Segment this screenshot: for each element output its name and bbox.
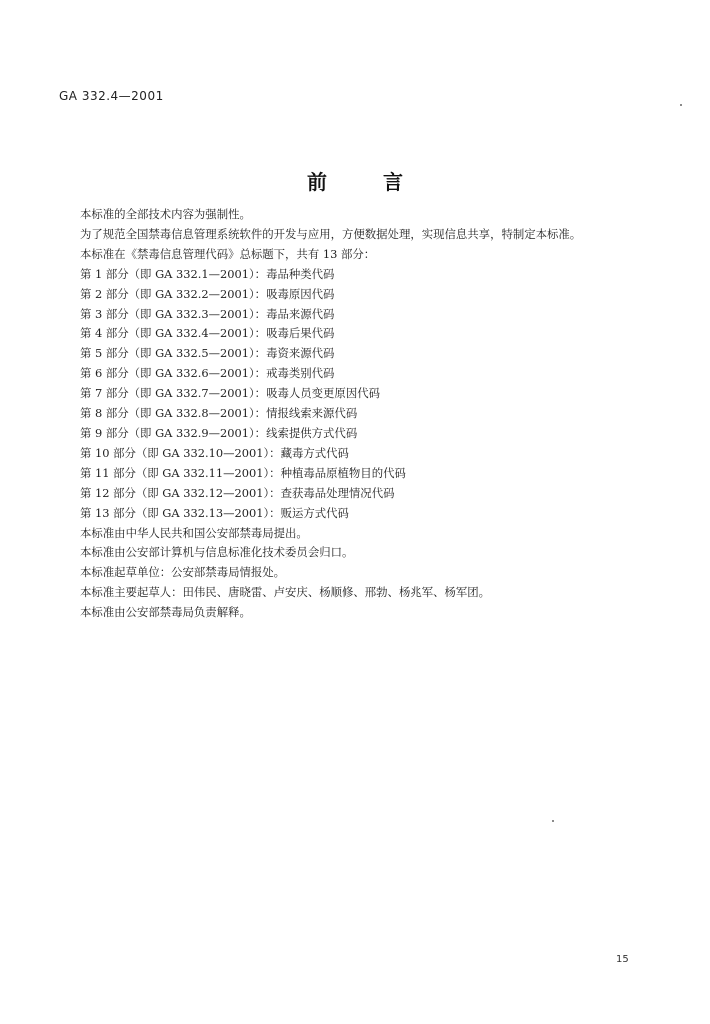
scan-speck	[680, 104, 682, 106]
paragraph-parts-intro: 本标准在《禁毒信息管理代码》总标题下，共有 13 部分：	[80, 246, 376, 261]
paragraph-administrator: 本标准由公安部计算机与信息标准化技术委员会归口。	[80, 545, 354, 560]
paragraph-drafters: 本标准主要起草人：田伟民、唐晓雷、卢安庆、杨顺修、邢勃、杨兆军、杨军团。	[80, 585, 491, 600]
title-char-2: 言	[383, 170, 403, 194]
paragraph-purpose: 为了规范全国禁毒信息管理系统软件的开发与应用，方便数据处理，实现信息共享，特制定本标准。	[80, 226, 582, 241]
part-list-item: 第 10 部分（即 GA 332.10—2001）：藏毒方式代码	[80, 445, 349, 460]
part-list-item: 第 11 部分（即 GA 332.11—2001）：种植毒品原植物目的代码	[80, 465, 406, 480]
part-list-item: 第 8 部分（即 GA 332.8—2001）：情报线索来源代码	[80, 406, 358, 421]
page-title	[0, 166, 710, 195]
paragraph-interpretation: 本标准由公安部禁毒局负责解释。	[80, 605, 251, 620]
standard-code-header: GA 332.4—2001	[59, 89, 164, 103]
page-number: 15	[616, 954, 629, 965]
part-list-item: 第 4 部分（即 GA 332.4—2001）：吸毒后果代码	[80, 326, 335, 341]
foreword-body	[80, 205, 670, 623]
part-list-item: 第 7 部分（即 GA 332.7—2001）：吸毒人员变更原因代码	[80, 386, 380, 401]
part-list-item: 第 13 部分（即 GA 332.13—2001）：贩运方式代码	[80, 505, 349, 520]
part-list-item: 第 3 部分（即 GA 332.3—2001）：毒品来源代码	[80, 306, 335, 321]
part-list-item: 第 5 部分（即 GA 332.5—2001）：毒资来源代码	[80, 346, 335, 361]
part-list-item: 第 1 部分（即 GA 332.1—2001）：毒品种类代码	[80, 266, 335, 281]
part-list-item: 第 2 部分（即 GA 332.2—2001）：吸毒原因代码	[80, 286, 335, 301]
paragraph-proposer: 本标准由中华人民共和国公安部禁毒局提出。	[80, 525, 308, 540]
part-list-item: 第 12 部分（即 GA 332.12—2001）：查获毒品处理情况代码	[80, 485, 395, 500]
paragraph-drafting-unit: 本标准起草单位：公安部禁毒局情报处。	[80, 565, 286, 580]
paragraph-mandatory: 本标准的全部技术内容为强制性。	[80, 207, 251, 221]
part-list-item: 第 9 部分（即 GA 332.9—2001）：线索提供方式代码	[80, 425, 358, 440]
scan-speck	[552, 820, 554, 822]
part-list-item: 第 6 部分（即 GA 332.6—2001）：戒毒类别代码	[80, 366, 335, 381]
title-char-1: 前	[307, 170, 327, 194]
